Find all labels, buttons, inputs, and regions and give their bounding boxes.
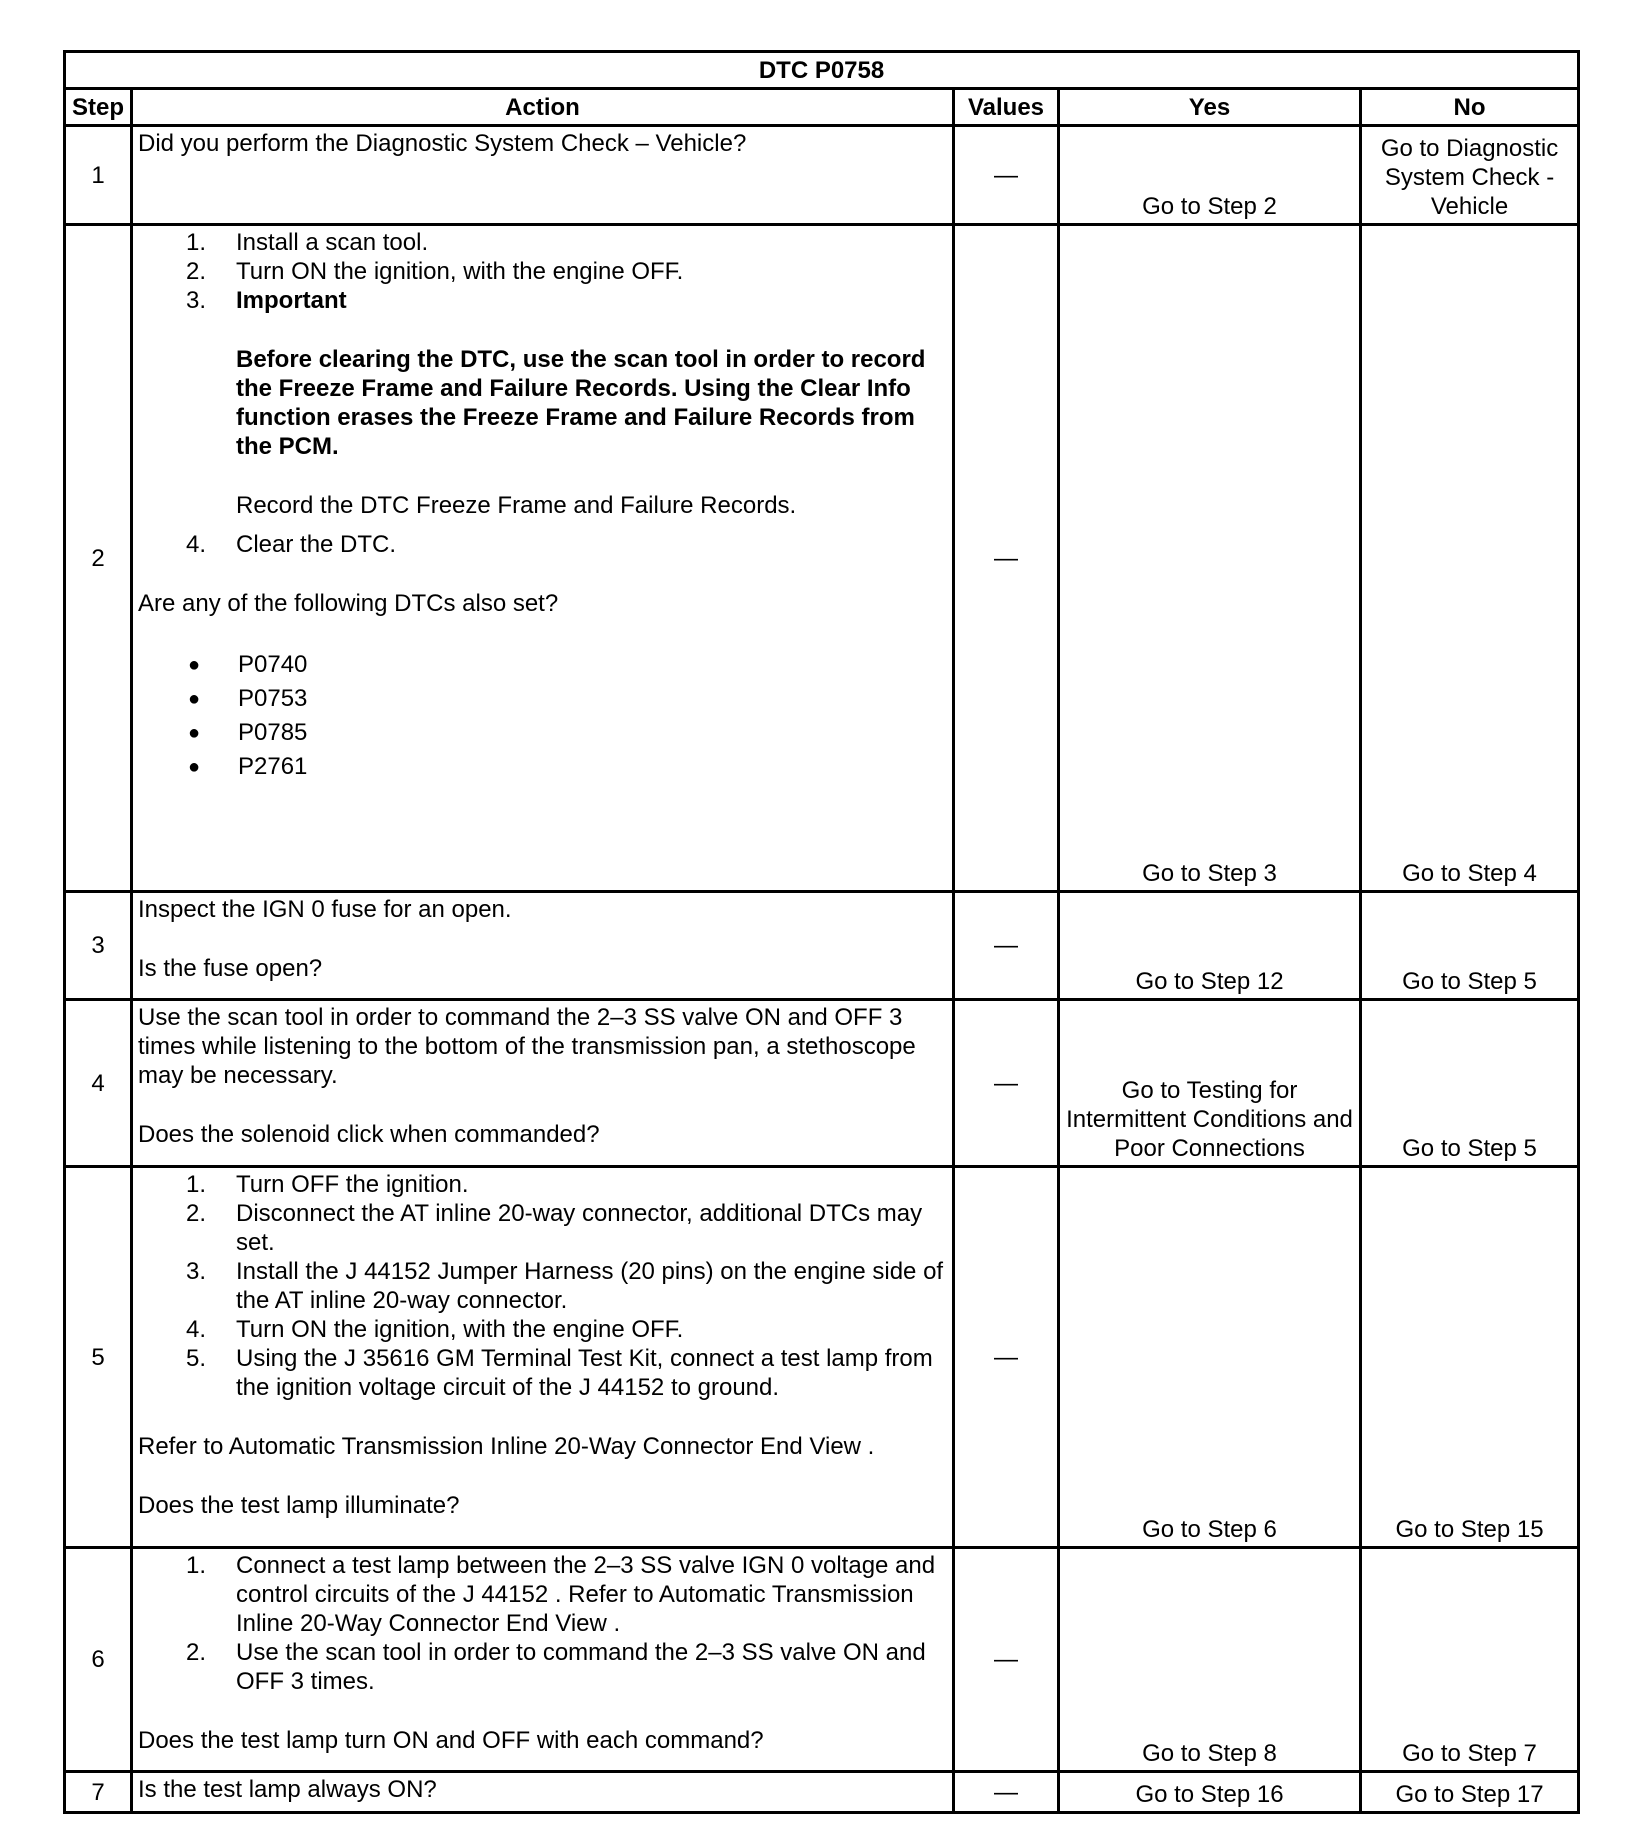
yes-cell: Go to Step 12 (1059, 892, 1361, 1000)
record-note: Record the DTC Freeze Frame and Failure Records. (236, 492, 797, 519)
table-row-step-4 (65, 1000, 1579, 1167)
question-text: Did you perform the Diagnostic System Check – Vehicle? (138, 130, 747, 157)
header-yes: Yes (1059, 89, 1361, 126)
table-row-step-1 (65, 126, 1579, 225)
table-row-step-6 (65, 1548, 1579, 1772)
values-cell: — (954, 892, 1059, 1000)
question-text: Does the solenoid click when commanded? (138, 1121, 600, 1148)
list-item: 5. Using the J 35616 GM Terminal Test Kit, connect a test lamp from the ignition voltage circuit of the J 44152 to ground. (186, 1345, 933, 1401)
list-item: ● P2761 (188, 753, 308, 780)
list-item: 3. Install the J 44152 Jumper Harness (20 pins) on the engine side of the AT inline 20-way connector. (186, 1258, 944, 1314)
no-cell: Go to Step 15 (1361, 1167, 1579, 1548)
question-text: Does the test lamp turn ON and OFF with each command? (138, 1727, 764, 1754)
list-item: 2. Use the scan tool in order to command the 2–3 SS valve ON and OFF 3 times. (186, 1639, 926, 1695)
step-number: 6 (65, 1548, 132, 1772)
step-number: 5 (65, 1167, 132, 1548)
no-cell: Go to Step 5 (1361, 892, 1579, 1000)
list-item: 1. Connect a test lamp between the 2–3 SS valve IGN 0 voltage and control circuits of the J 44152 . Refer to Automatic Transmission Inline 20-Way Connector End View . (186, 1552, 936, 1637)
ordered-list (186, 1551, 947, 1696)
header-no: No (1361, 89, 1579, 126)
step-number: 3 (65, 892, 132, 1000)
action-cell (132, 1167, 954, 1548)
instruction-text: Inspect the IGN 0 fuse for an open. (138, 896, 512, 923)
yes-cell: Go to Step 2 (1059, 126, 1361, 225)
table-row-step-5 (65, 1167, 1579, 1548)
refer-text: Refer to Automatic Transmission Inline 20-Way Connector End View . (138, 1433, 875, 1460)
list-item: ● P0740 (188, 651, 308, 678)
list-item: 1. Install a scan tool. (186, 229, 429, 256)
list-item: 3. Important (186, 287, 347, 314)
values-cell: — (954, 1772, 1059, 1813)
yes-cell: Go to Step 16 (1059, 1772, 1361, 1813)
action-cell (132, 892, 954, 1000)
header-step: Step (65, 89, 132, 126)
list-item: 2. Disconnect the AT inline 20-way connector, additional DTCs may set. (186, 1200, 923, 1256)
table-title: DTC P0758 (65, 52, 1579, 89)
question-text: Is the fuse open? (138, 955, 323, 982)
list-item: ● P0753 (188, 685, 308, 712)
step-number: 1 (65, 126, 132, 225)
ordered-list (186, 1170, 947, 1402)
dtc-bullet-list (138, 648, 947, 784)
action-cell (132, 1772, 954, 1813)
values-cell: — (954, 1167, 1059, 1548)
ordered-list (186, 530, 947, 559)
list-item: 4. Turn ON the ignition, with the engine OFF. (186, 1316, 684, 1343)
yes-cell: Go to Step 8 (1059, 1548, 1361, 1772)
list-item: 4. Clear the DTC. (186, 531, 397, 558)
step-number: 4 (65, 1000, 132, 1167)
action-cell (132, 126, 954, 225)
header-values: Values (954, 89, 1059, 126)
step-number: 7 (65, 1772, 132, 1813)
list-item: 2. Turn ON the ignition, with the engine OFF. (186, 258, 684, 285)
no-cell: Go to Step 17 (1361, 1772, 1579, 1813)
yes-cell: Go to Step 3 (1059, 225, 1361, 892)
step-number: 2 (65, 225, 132, 892)
table-row-step-3 (65, 892, 1579, 1000)
question-text: Are any of the following DTCs also set? (138, 590, 559, 617)
no-cell: Go to Step 5 (1361, 1000, 1579, 1167)
ordered-list (186, 228, 947, 315)
list-item: 1. Turn OFF the ignition. (186, 1171, 469, 1198)
dtc-table (63, 50, 1580, 1814)
header-action: Action (132, 89, 954, 126)
yes-cell: Go to Testing for Intermittent Conditions and Poor Connections (1059, 1000, 1361, 1167)
no-cell: Go to Diagnostic System Check - Vehicle (1361, 126, 1579, 225)
values-cell: — (954, 1000, 1059, 1167)
values-cell: — (954, 126, 1059, 225)
question-text: Does the test lamp illuminate? (138, 1492, 460, 1519)
values-cell: — (954, 1548, 1059, 1772)
yes-cell: Go to Step 6 (1059, 1167, 1361, 1548)
list-item: ● P0785 (188, 719, 308, 746)
question-text: Is the test lamp always ON? (138, 1776, 437, 1803)
no-cell: Go to Step 4 (1361, 225, 1579, 892)
instruction-text: Use the scan tool in order to command the 2–3 SS valve ON and OFF 3 times while listening to the bottom of the transmission pan, a stethoscope may be necessary. (138, 1004, 916, 1089)
action-cell (132, 225, 954, 892)
no-cell: Go to Step 7 (1361, 1548, 1579, 1772)
important-note: Before clearing the DTC, use the scan tool in order to record the Freeze Frame and Failure Records. Using the Clear Info function erases the Freeze Frame and Failure Records from the PCM. (236, 346, 926, 460)
table-row-step-7 (65, 1772, 1579, 1813)
action-cell (132, 1548, 954, 1772)
action-cell (132, 1000, 954, 1167)
table-row-step-2 (65, 225, 1579, 892)
values-cell: — (954, 225, 1059, 892)
